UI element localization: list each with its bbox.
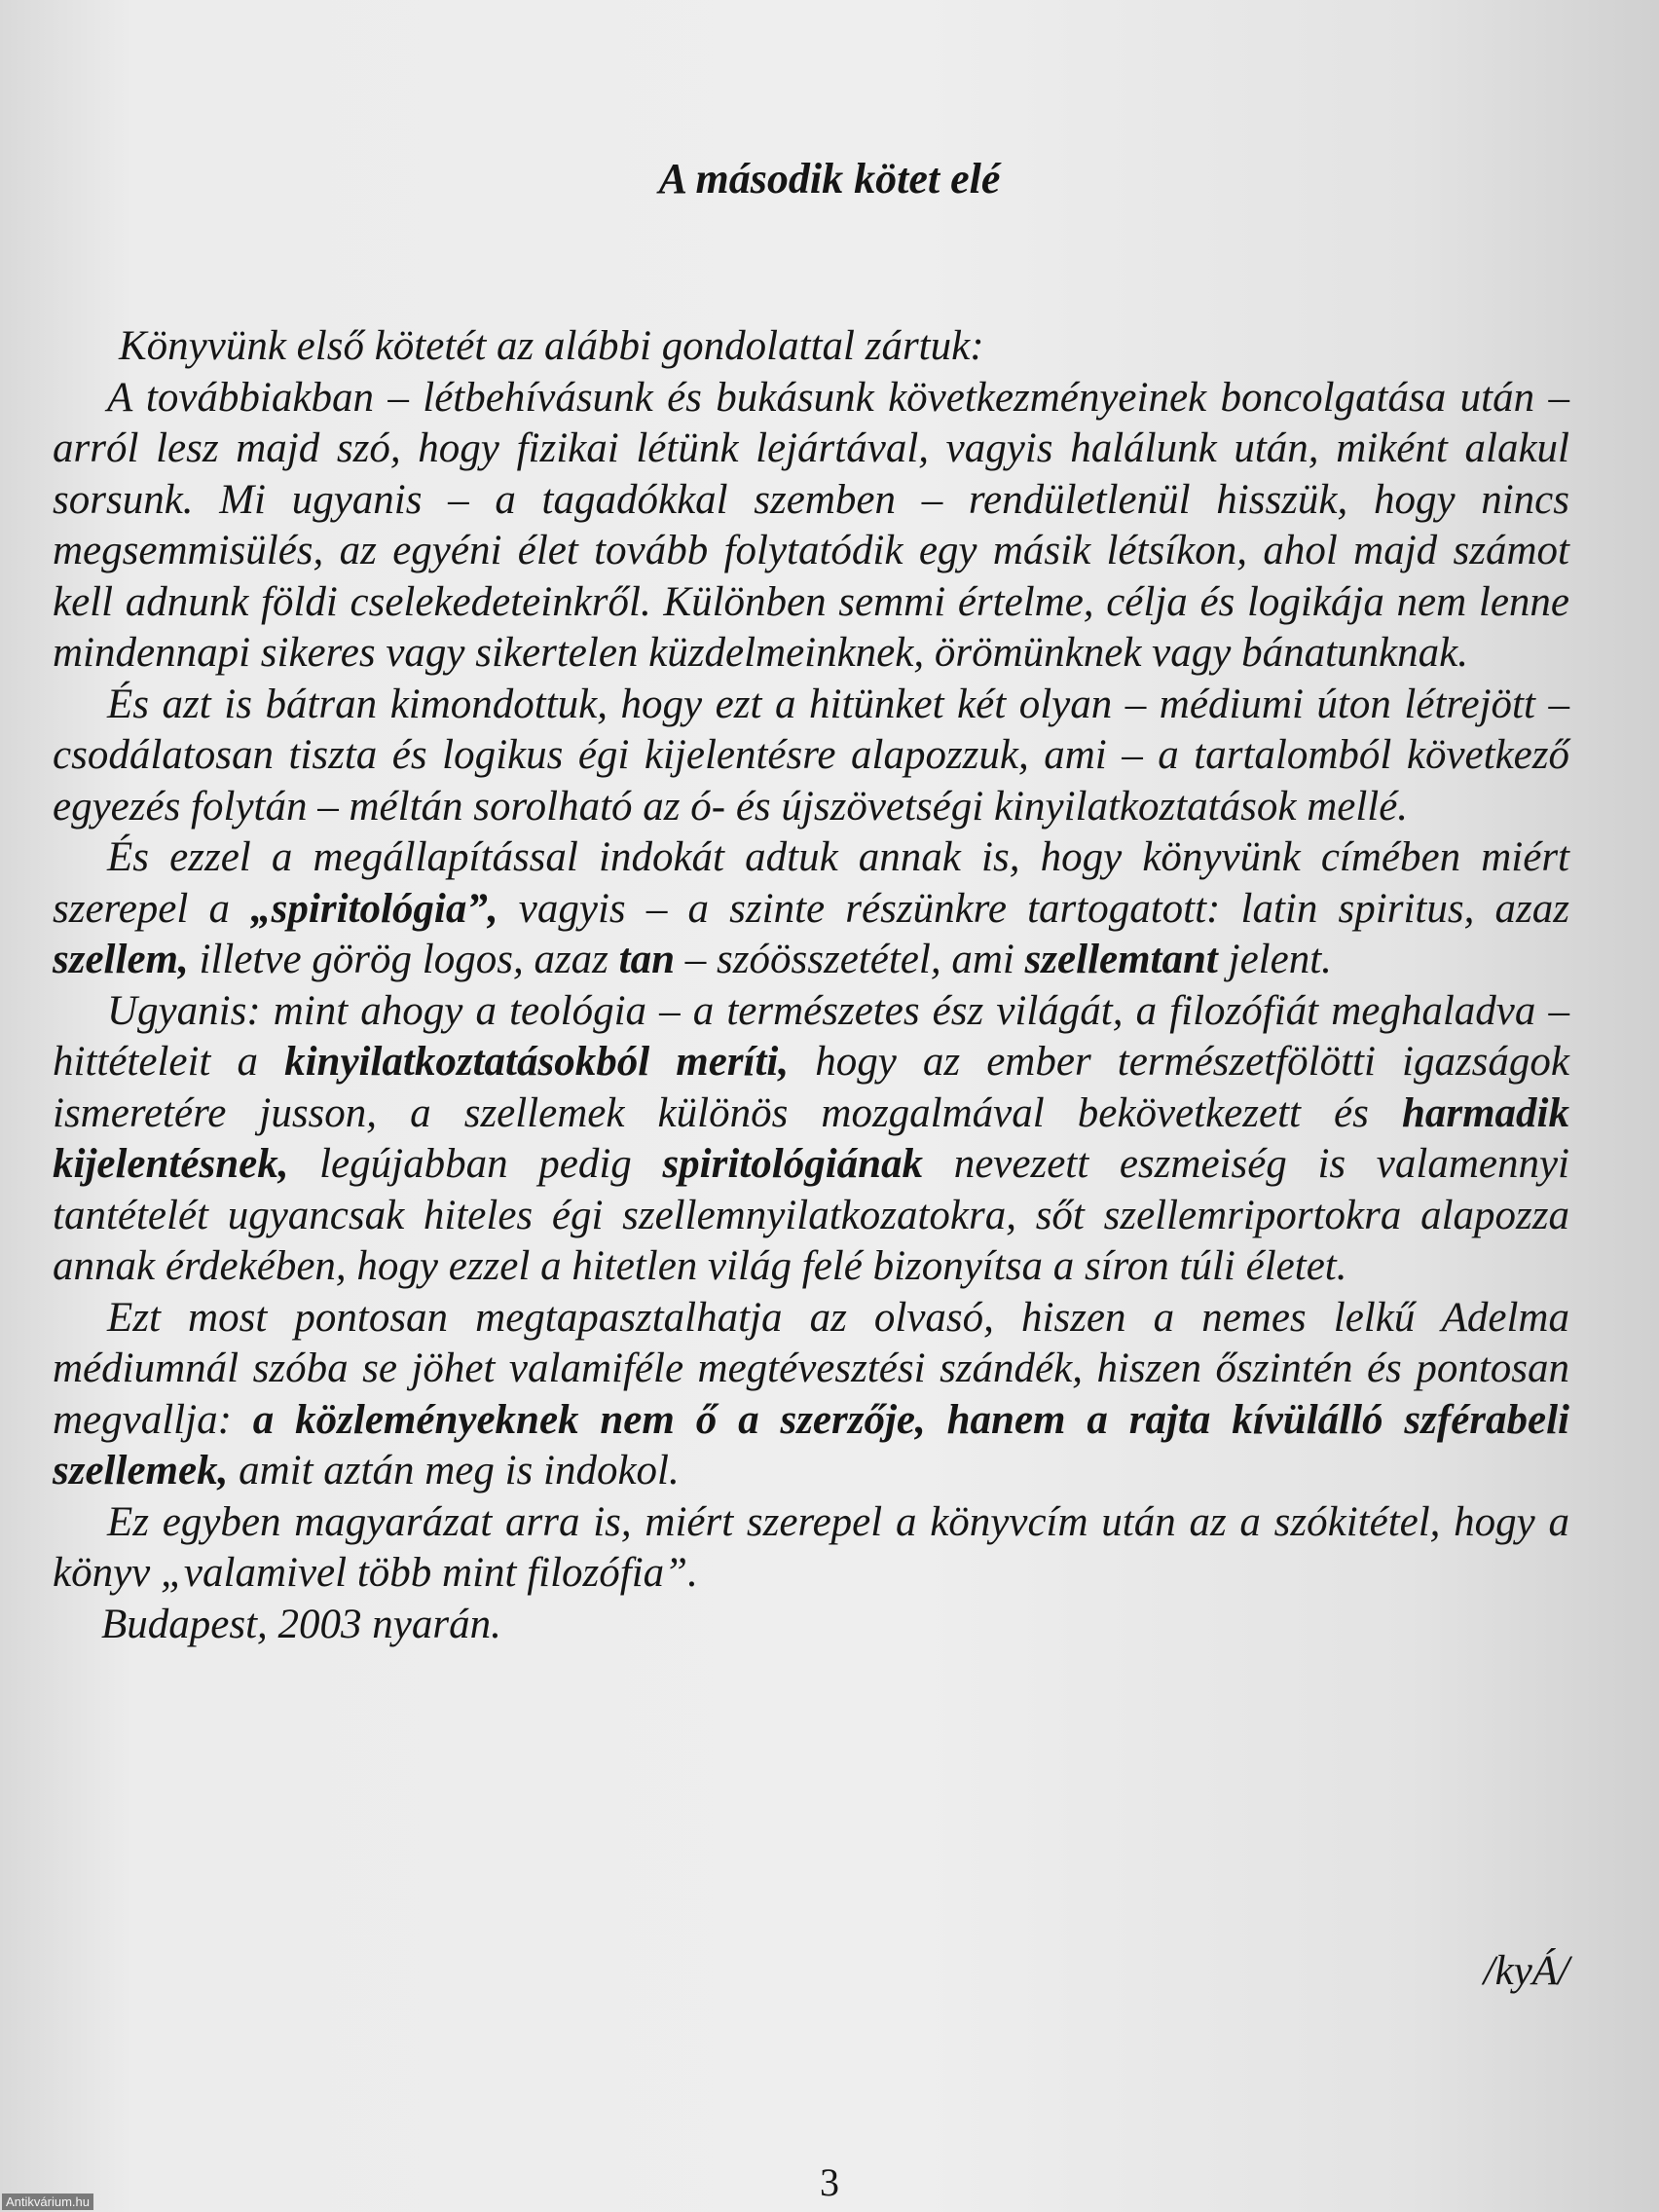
paragraph-6: Ezt most pontosan megtapasztalhatja az olvasó, hiszen a nemes lelkű Adelma médiumnál szóba se jöhet valamiféle megtévesztési szándék, hiszen őszintén és pontosan megvallja: a közleményeknek nem ő a szerzője, hanem a rajta kívülálló szférabeli szellemek, amit aztán meg is indokol. [53, 1294, 1569, 1493]
paragraph-4: És ezzel a megállapítással indokát adtuk annak is, hogy könyvünk címében miért szerepel a „spiritológia”, vagyis – a szinte részünkre tartogatott: latin spiritus, azaz szellem, illetve görög logos, azaz tan – szóösszetétel, ami szellemtant jelent. [53, 834, 1569, 982]
page-number: 3 [820, 2160, 839, 2204]
paragraph-1: Könyvünk első kötetét az alábbi gondolattal zártuk: [119, 323, 984, 369]
author-signature: /kyÁ/ [1483, 1948, 1569, 1994]
place-and-date: Budapest, 2003 nyarán. [101, 1601, 501, 1647]
paragraph-2: A továbbiakban – létbehívásunk és bukásunk következményeinek boncolgatása után – arról lesz majd szó, hogy fizikai létünk lejártával, vagyis halálunk után, miként alakul sorsunk. Mi ugyanis – a tagadókkal szemben – rendületlenül hisszük, hogy nincs megsemmisülés, az egyéni élet tovább folytatódik egy másik létsíkon, ahol majd számot kell adnunk földi cselekedeteinkről. Különben semmi értelme, célja és logikája nem lenne mindennapi sikeres vagy sikertelen küzdelmeinknek, örömünknek vagy bánatunknak. [53, 374, 1569, 676]
paragraph-5: Ugyanis: mint ahogy a teológia – a természetes ész világát, a filozófiát meghaladva – hittételeit a kinyilatkoztatásokból meríti, hogy az ember természetfölötti igazságok ismeretére jusson, a szellemek különös mozgalmával bekövetkezett és harmadik kijelentésnek, legújabban pedig spiritológiának nevezett eszmeiség is valamennyi tantételét ugyancsak hiteles égi szellemnyilatkozatokra, sőt szellemriportokra alapozza annak érdekében, hogy ezzel a hitetlen világ felé bizonyítsa a síron túli életet. [53, 987, 1569, 1289]
watermark-logo: Antikvárium.hu [2, 2194, 93, 2210]
paragraph-7: Ez egyben magyarázat arra is, miért szerepel a könyvcím után az a szókitétel, hogy a könyv „valamivel több mint filozófia”. [53, 1498, 1569, 1596]
bleed-through-title [458, 18, 473, 90]
body-text [53, 321, 1569, 1650]
paragraph-3: És azt is bátran kimondottuk, hogy ezt a hitünket két olyan – médiumi úton létrejött – csodálatosan tiszta és logikus égi kijelentésre alapozzuk, ami – a tartalomból következő egyezés folytán – méltán sorolható az ó- és újszövetségi kinyilatkoztatások mellé. [53, 681, 1569, 830]
page-heading: A második kötet elé [658, 155, 1001, 203]
